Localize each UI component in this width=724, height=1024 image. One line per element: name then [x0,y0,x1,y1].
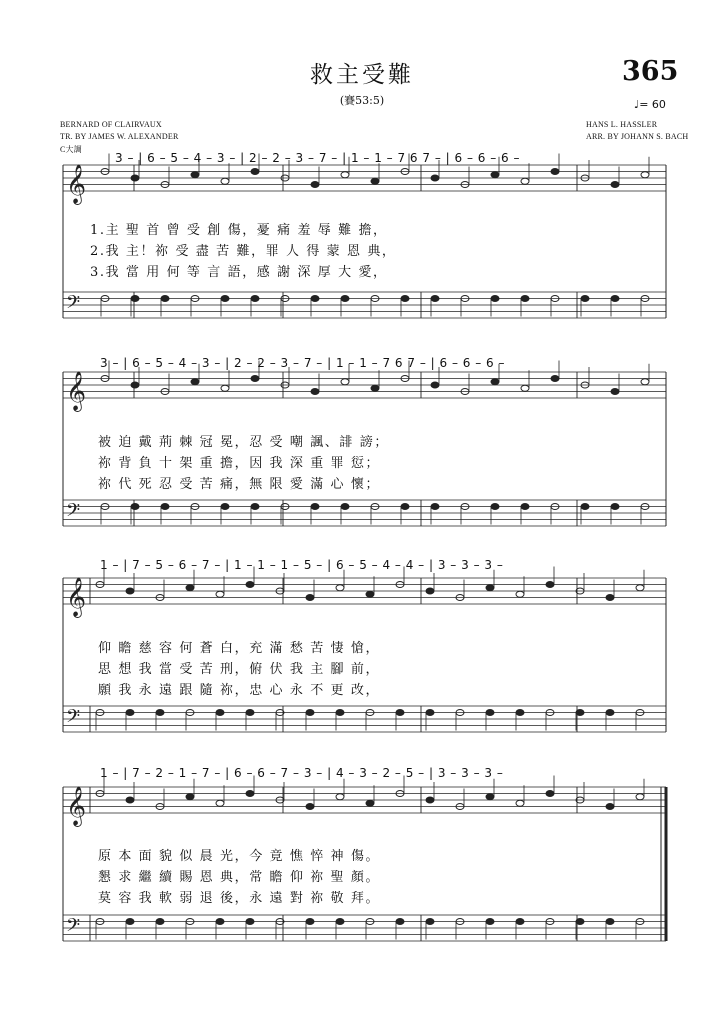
treble-notehead [191,379,199,385]
bass-notehead [156,919,164,925]
bass-notehead [611,296,619,302]
treble-notehead [491,172,499,178]
treble-notehead [306,804,314,810]
treble-notehead [611,182,619,188]
treble-notehead [366,591,374,597]
bass-notehead [306,919,314,925]
treble-clef-icon: 𝄞 [66,577,87,617]
bass-notehead [131,504,139,510]
treble-notehead [246,791,254,797]
bass-notehead [161,504,169,510]
bass-notehead [251,296,259,302]
bass-notehead [576,919,584,925]
bass-notehead [311,296,319,302]
jianpu-line-1: 3 – | 6 – 5 – 4 – 3 – | 2 – 2 – 3 – 7 – | 1 – 1 – 7 6 7 – | 6 – 6 – 6 – [115,151,520,165]
treble-notehead [426,588,434,594]
treble-notehead [251,169,259,175]
treble-notehead [336,794,344,800]
treble-notehead [371,178,379,184]
bass-notehead [486,919,494,925]
hymn-number: 365 [622,56,679,87]
treble-notehead [546,791,554,797]
treble-notehead [371,385,379,391]
bass-notehead [336,710,344,716]
treble-notehead [126,588,134,594]
treble-notehead [641,379,649,385]
bass-notehead [311,504,319,510]
lyric-line-1-verse-2: 2.我 主！祢 受 盡 苦 難，罪 人 得 蒙 恩 典， [90,244,397,259]
lyric-line-3-verse-1: 仰 瞻 慈 容 何 蒼 白，充 滿 愁 苦 悽 愴， [98,641,381,656]
bass-notehead [221,504,229,510]
treble-notehead [186,585,194,591]
treble-notehead [521,385,529,391]
hymn-title: 救主受難 [310,62,414,88]
bass-notehead [491,296,499,302]
treble-notehead [341,379,349,385]
treble-notehead [311,389,319,395]
bass-notehead [426,710,434,716]
treble-notehead [216,591,224,597]
treble-notehead [516,591,524,597]
treble-notehead [216,800,224,806]
treble-notehead [221,178,229,184]
treble-notehead [546,582,554,588]
treble-notehead [366,800,374,806]
bass-notehead [341,296,349,302]
bass-clef-icon: 𝄢 [66,500,81,526]
treble-notehead [606,804,614,810]
treble-notehead [341,172,349,178]
bass-notehead [396,919,404,925]
lyric-line-1-verse-3: 3.我 當 用 何 等 言 語，感 謝 深 厚 大 愛， [90,265,388,280]
bass-notehead [401,296,409,302]
bass-notehead [516,919,524,925]
treble-notehead [636,585,644,591]
treble-notehead [221,385,229,391]
bass-notehead [431,504,439,510]
translator-credit: TR. BY JAMES W. ALEXANDER [60,132,179,141]
treble-notehead [246,582,254,588]
treble-notehead [186,794,194,800]
bass-clef-icon: 𝄢 [66,292,81,318]
treble-notehead [491,379,499,385]
treble-notehead [426,797,434,803]
treble-notehead [431,175,439,181]
bass-notehead [521,296,529,302]
bass-notehead [216,710,224,716]
tempo-marking: ♩= 60 [634,98,666,111]
lyric-line-2-verse-2: 祢 背 負 十 架 重 擔，因 我 深 重 罪 愆； [98,456,381,471]
bass-notehead [431,296,439,302]
treble-notehead [126,797,134,803]
jianpu-line-3: 1 – | 7 – 5 – 6 – 7 – | 1 – 1 – 1 – 5 – | 6 – 5 – 4 – 4 – | 3 – 3 – 3 – [100,558,504,572]
bass-notehead [161,296,169,302]
bass-notehead [516,710,524,716]
treble-notehead [636,794,644,800]
bass-notehead [521,504,529,510]
lyric-line-3-verse-2: 思 想 我 當 受 苦 刑，俯 伏 我 主 腳 前， [98,662,381,677]
bass-notehead [131,296,139,302]
bass-notehead [401,504,409,510]
bass-notehead [216,919,224,925]
bass-notehead [221,296,229,302]
treble-notehead [516,800,524,806]
lyric-line-4-verse-1: 原 本 面 貌 似 晨 光，今 竟 憔 悴 神 傷。 [98,849,381,864]
key-signature-label: C大調 [60,145,82,154]
treble-notehead [551,169,559,175]
bass-notehead [126,919,134,925]
bass-notehead [251,504,259,510]
scripture-reference: (賽53:5) [339,94,385,107]
lyric-line-1-verse-1: 1.主 聖 首 曾 受 創 傷，憂 痛 羞 辱 難 擔， [90,223,388,238]
bass-clef-icon: 𝄢 [66,915,81,941]
jianpu-line-4: 1 – | 7 – 2 – 1 – 7 – | 6 – 6 – 7 – 3 – | 4 – 3 – 2 – 5 – | 3 – 3 – 3 – [100,766,504,780]
treble-notehead [431,382,439,388]
bass-notehead [611,504,619,510]
bass-notehead [306,710,314,716]
treble-clef-icon: 𝄞 [66,786,87,826]
bass-notehead [246,919,254,925]
treble-notehead [306,595,314,601]
lyric-line-4-verse-2: 懇 求 繼 續 賜 恩 典，常 瞻 仰 祢 聖 顏。 [98,870,381,885]
text-author-credit: BERNARD OF CLAIRVAUX [60,120,162,129]
bass-notehead [341,504,349,510]
treble-clef-icon: 𝄞 [66,371,87,411]
treble-notehead [131,382,139,388]
bass-notehead [336,919,344,925]
treble-notehead [131,175,139,181]
lyric-line-4-verse-3: 莫 容 我 軟 弱 退 後，永 遠 對 祢 敬 拜。 [98,891,381,906]
bass-notehead [576,710,584,716]
bass-notehead [396,710,404,716]
bass-notehead [246,710,254,716]
treble-notehead [611,389,619,395]
treble-notehead [521,178,529,184]
bass-notehead [426,919,434,925]
bass-clef-icon: 𝄢 [66,706,81,732]
treble-notehead [606,595,614,601]
lyric-line-2-verse-1: 被 迫 戴 荊 棘 冠 冕，忍 受 嘲 諷、誹 謗； [98,435,389,450]
composer-credit: HANS L. HASSLER [586,120,658,129]
jianpu-line-2: 3 – | 6 – 5 – 4 – 3 – | 2 – 2 – 3 – 7 – | 1 – 1 – 7 6 7 – | 6 – 6 – 6 – [100,356,505,370]
treble-notehead [191,172,199,178]
bass-notehead [606,919,614,925]
bass-notehead [126,710,134,716]
lyric-line-3-verse-3: 願 我 永 遠 跟 隨 祢，忠 心 永 不 更 改， [98,683,381,698]
treble-notehead [336,585,344,591]
arranger-credit: ARR. BY JOHANN S. BACH [586,132,689,141]
treble-notehead [551,376,559,382]
bass-notehead [486,710,494,716]
treble-notehead [486,794,494,800]
bass-notehead [491,504,499,510]
treble-notehead [641,172,649,178]
treble-notehead [251,376,259,382]
lyric-line-2-verse-3: 祢 代 死 忍 受 苦 痛，無 限 愛 滿 心 懷； [98,477,381,492]
bass-notehead [606,710,614,716]
bass-notehead [156,710,164,716]
treble-notehead [486,585,494,591]
treble-clef-icon: 𝄞 [66,164,87,204]
bass-notehead [581,504,589,510]
bass-notehead [581,296,589,302]
treble-notehead [311,182,319,188]
